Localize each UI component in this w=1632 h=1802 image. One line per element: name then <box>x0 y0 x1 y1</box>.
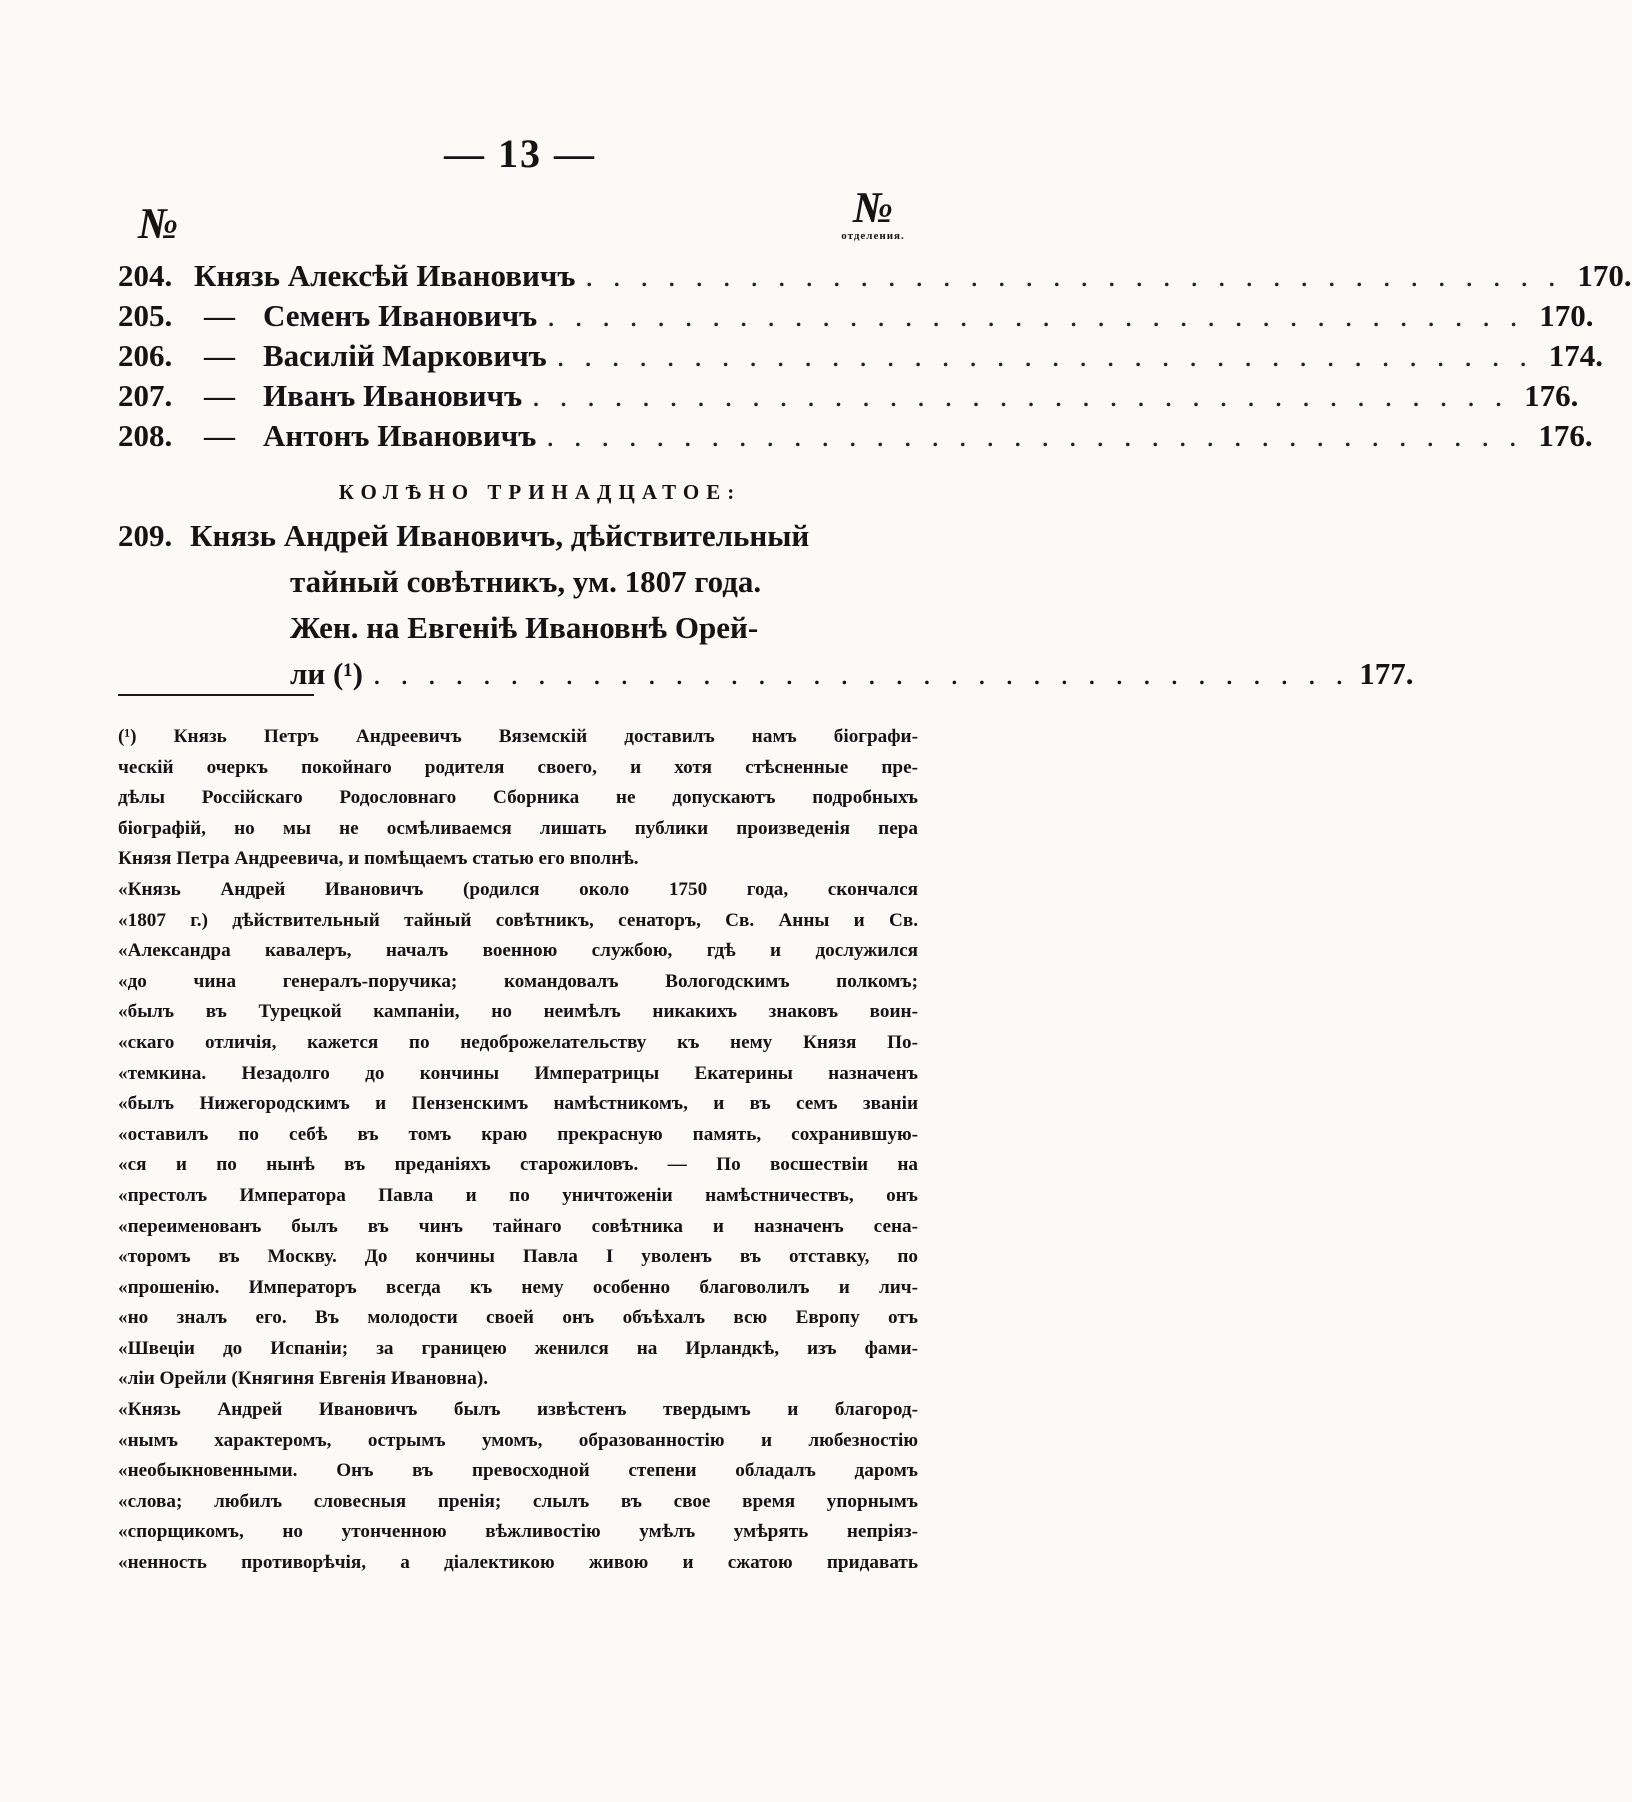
footnote-line: «ненность противорѣчія, а діалектикою живою и сжатою придавать <box>118 1552 918 1574</box>
ditto-dash: — <box>204 338 235 373</box>
footnote-divider <box>118 694 314 696</box>
section-reference: 170. <box>1577 258 1632 293</box>
footnote-line: «оставилъ по себѣ въ томъ краю прекрасную память, сохранившую- <box>118 1123 918 1145</box>
footnote-line: «нымъ характеромъ, острымъ умомъ, образованностію и любезностію <box>118 1429 918 1451</box>
footnote-line: «ліи Орейли (Княгиня Евгенія Ивановна). <box>118 1368 489 1390</box>
footnote-line: «Князь Андрей Ивановичъ былъ извѣстенъ твердымъ и благород- <box>118 1399 918 1421</box>
entry-number: 208. <box>118 418 173 453</box>
entry-text: Жен. на Евгеніѣ Ивановнѣ Орей- <box>290 610 759 645</box>
entry-number: 206. <box>118 338 173 373</box>
footnote-line: «Швеціи до Испаніи; за границею женился на Ирландкѣ, изъ фами- <box>118 1337 918 1359</box>
footnote-line: (¹) Князь Петръ Андреевичъ Вяземскій доставилъ намъ біографи- <box>118 726 918 747</box>
entry-209 <box>118 518 1414 702</box>
genealogy-entry <box>118 338 1604 378</box>
page-number: — 13 — <box>444 131 596 176</box>
dot-leader: . . . . . . . . . . . . . . . . . . . . . . . . . . . . . . . . . . . . <box>532 378 1509 413</box>
footnote-line: «необыкновенными. Онъ въ превосходной степени обладалъ даромъ <box>118 1460 918 1482</box>
footnote-line: «былъ въ Турецкой кампаніи, но неимѣлъ никакихъ знаковъ воин- <box>118 1001 918 1023</box>
generation-heading: КОЛѢНО ТРИНАДЦАТОЕ: <box>338 480 742 504</box>
footnote-line: «ся и по нынѣ въ преданіяхъ старожиловъ. — По восшествіи на <box>118 1154 918 1176</box>
entry-text: тайный совѣтникъ, ум. 1807 года. <box>290 564 762 599</box>
footnote-line: «слова; любилъ словесныя пренія; слылъ въ свое время упорнымъ <box>118 1490 918 1512</box>
entry-name: Семенъ Ивановичъ <box>263 298 538 333</box>
footnote-line: «но зналъ его. Въ молодости своей онъ объѣхалъ всю Европу отъ <box>118 1307 918 1329</box>
footnote-line: «прошенію. Императоръ всегда къ нему особенно благоволилъ и лич- <box>118 1276 918 1298</box>
dot-leader: . . . . . . . . . . . . . . . . . . . . . . . . . . . . . . . . . . . . <box>547 298 1524 333</box>
genealogy-entry <box>118 258 1632 298</box>
ditto-dash: — <box>204 378 235 413</box>
genealogy-entry <box>118 418 1593 458</box>
section-column-header <box>818 183 928 242</box>
footnote-line: біографій, но мы не осмѣливаемся лишать публики произведенія пера <box>118 817 918 839</box>
footnote-line: «престолъ Императора Павла и по уничтоженіи намѣстничествъ, онъ <box>118 1184 918 1206</box>
dot-leader: . . . . . . . . . . . . . . . . . . . . . . . . . . . . . . . . . . . . <box>556 338 1534 373</box>
footnote-line: Князя Петра Андреевича, и помѣщаемъ статью его вполнѣ. <box>118 848 639 870</box>
footnote-line: дѣлы Россійскаго Родословнаго Сборника не допускаютъ подробныхъ <box>118 787 918 809</box>
entry-name: Василій Марковичъ <box>263 338 547 373</box>
entry-name: Иванъ Ивановичъ <box>263 378 523 413</box>
footnote-line: «спорщикомъ, но утонченною вѣжливостію умѣлъ умѣрять непріяз- <box>118 1521 918 1543</box>
footnote-line: «1807 г.) дѣйствительный тайный совѣтникъ, сенаторъ, Св. Анны и Св. <box>118 909 918 931</box>
entry-name: Антонъ Ивановичъ <box>263 418 537 453</box>
footnote-line: «Князь Андрей Ивановичъ (родился около 1750 года, скончался <box>118 878 918 900</box>
footnote-line: «былъ Нижегородскимъ и Пензенскимъ намѣстникомъ, и въ семъ званіи <box>118 1093 918 1115</box>
dot-leader: . . . . . . . . . . . . . . . . . . . . . . . . . . . . . . . . . . . . <box>546 418 1523 453</box>
section-reference: 176. <box>1538 418 1593 453</box>
entry-number: 204. <box>118 258 173 293</box>
section-reference: 170. <box>1539 298 1594 333</box>
section-reference: 177. <box>1359 656 1414 691</box>
entry-209-line-2 <box>118 564 916 610</box>
section-column-subtitle: отделения. <box>841 230 905 242</box>
entry-209-line-3 <box>118 610 916 656</box>
entry-name: Князь Алексѣй Ивановичъ <box>194 258 576 293</box>
footnote-line: «темкина. Незадолго до кончины Императрицы Екатерины назначенъ <box>118 1062 918 1084</box>
footnote-line: «торомъ въ Москву. До кончины Павла I уволенъ въ отставку, по <box>118 1246 918 1268</box>
entry-number: 207. <box>118 378 173 413</box>
footnote-line: «до чина генералъ-поручика; командовалъ Вологодскимъ полкомъ; <box>118 970 918 992</box>
entry-text: Князь Андрей Ивановичъ, дѣйствительный <box>190 518 810 553</box>
section-reference: 176. <box>1524 378 1579 413</box>
footnote-line: «Александра кавалеръ, началъ военною службою, гдѣ и дослужился <box>118 940 918 962</box>
entry-number-column-header: № <box>138 199 179 248</box>
entry-number: 205. <box>118 298 173 333</box>
entry-number: 209. <box>118 518 173 553</box>
genealogy-entry <box>118 298 1594 338</box>
dot-leader: . . . . . . . . . . . . . . . . . . . . . . . . . . . . . . . . . . . . <box>585 258 1562 293</box>
footnote-line: «скаго отличія, кажется по недоброжелательству къ нему Князя По- <box>118 1031 918 1053</box>
ditto-dash: — <box>204 418 235 453</box>
ditto-dash: — <box>204 298 235 333</box>
section-number-symbol: № <box>852 183 894 232</box>
footnote <box>118 722 918 1579</box>
entry-209-line-1 <box>118 518 916 564</box>
footnote-line: ческій очеркъ покойнаго родителя своего, и хотя стѣсненные пре- <box>118 756 918 778</box>
genealogy-entry <box>118 378 1579 418</box>
entry-text: ли (¹) <box>290 656 363 691</box>
section-reference: 174. <box>1548 338 1604 373</box>
footnote-line: «переименованъ былъ въ чинъ тайнаго совѣтника и назначенъ сена- <box>118 1215 918 1237</box>
dot-leader: . . . . . . . . . . . . . . . . . . . . . . . . . . . . . . . . . . . . <box>372 656 1350 691</box>
